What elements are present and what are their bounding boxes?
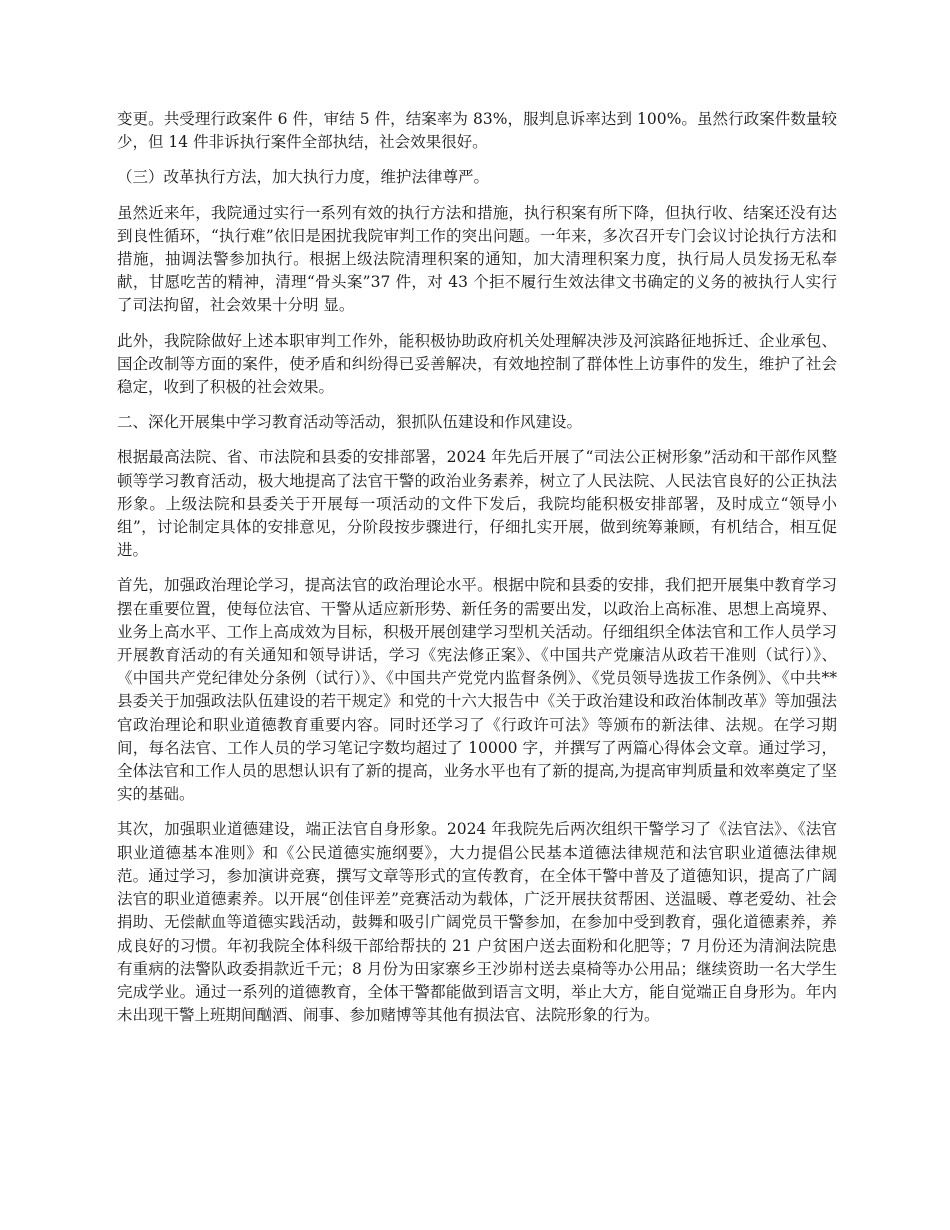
paragraph-education-activities: 根据最高法院、省、市法院和县委的安排部署，2024 年先后开展了“司法公正树形象”活动和干部作风整顿等学习教育活动，极大地提高了法官干警的政治业务素养，树立了人民法院、人民法官良好的公正执法形象。上级法院和县委关于开展每一项活动的文件下发后，我院均能积极安排部署，及时成立“领导小组”，讨论制定具体的安排意见，分阶段按步骤进行，仔细扎实开展，做到统筹兼顾，有机结合，相互促进。 xyxy=(117,448,837,560)
paragraph-professional-ethics: 其次，加强职业道德建设，端正法官自身形象。2024 年我院先后两次组织干警学习了《法官法》、《法官职业道德基本准则》和《公民道德实施纲要》，大力提倡公民基本道德法律规范和法官职业道德法律规范。通过学习，参加演讲竞赛，撰写文章等形式的宣传教育，在全体干警中普及了道德知识，提高了广阔法官的职业道德素养。以开展“创佳评差”竞赛活动为载体，广泛开展扶贫帮困、送温暖、尊老爱幼、社会捐助、无偿献血等道德实践活动，鼓舞和吸引广阔党员干警参加，在参加中受到教育，强化道德素养，养成良好的习惯。年初我院全体科级干部给帮扶的 21 户贫困户送去面粉和化肥等；7 月份还为清涧法院患有重病的法警队政委捐款近千元；8 月份为田家寨乡王沙峁村送去桌椅等办公用品；继续资助一名大学生完成学业。通过一系列的道德教育，全体干警都能做到语言文明，举止大方，能自觉端正自身形为。年内未出现干警上班期间酗酒、闹事、参加赌博等其他有损法官、法院形象的行为。 xyxy=(117,820,837,1025)
paragraph-political-theory: 首先，加强政治理论学习，提高法官的政治理论水平。根据中院和县委的安排，我们把开展集中教育学习摆在重要位置，使每位法官、干警从适应新形势、新任务的需要出发，以政治上高标准、思想上高境界、业务上高水平、工作上高成效为目标，积极开展创建学习型机关活动。仔细组织全体法官和工作人员学习开展教育活动的有关通知和领导讲话，学习《宪法修正案》、《中国共产党廉洁从政若干准则（试行）》、《中国共产党纪律处分条例（试行）》、《中国共产党党内监督条例》、《党员领导选拔工作条例》、《中共**县委关于加强政法队伍建设的若干规定》和党的十六大报告中《关于政治建设和政治体制改革》等加强法官政治理论和职业道德教育重要内容。同时还学习了《行政许可法》等颁布的新法律、法规。在学习期间，每名法官、工作人员的学习笔记字数均超过了 10000 字，并撰写了两篇心得体会文章。通过学习，全体法官和工作人员的思想认识有了新的提高，业务水平也有了新的提高,为提高审判质量和效率奠定了坚实的基础。 xyxy=(117,576,837,804)
section-heading-team-building: 二、深化开展集中学习教育活动等活动，狠抓队伍建设和作风建设。 xyxy=(117,413,583,432)
document-page xyxy=(117,108,837,1039)
section-heading-execution-reform: （三）改革执行方法，加大执行力度，维护法律尊严。 xyxy=(117,168,490,187)
paragraph-administrative-cases: 变更。共受理行政案件 6 件，审结 5 件，结案率为 83%，服判息诉率达到 100%。虽然行政案件数量较少，但 14 件非诉执行案件全部执结，社会效果很好。 xyxy=(117,110,837,152)
paragraph-execution-measures: 虽然近来年，我院通过实行一系列有效的执行方法和措施，执行积案有所下降，但执行收、结案还没有达到良性循环，“执行难”依旧是困扰我院审判工作的突出问题。一年来，多次召开专门会议讨论执行方法和措施，抽调法警参加执行。根据上级法院清理积案的通知，加大清理积案力度，执行局人员发扬无私奉献，甘愿吃苦的精神，清理“骨头案”37 件，对 43 个拒不履行生效法律文书确定的义务的被执行人实行了司法拘留，社会效果十分明 显。 xyxy=(117,203,837,315)
paragraph-other-work: 此外，我院除做好上述本职审判工作外，能积极协助政府机关处理解决涉及河滨路征地拆迁、企业承包、国企改制等方面的案件，使矛盾和纠纷得已妥善解决，有效地控制了群体性上访事件的发生，维护了社会稳定，收到了积极的社会效果。 xyxy=(117,331,837,397)
